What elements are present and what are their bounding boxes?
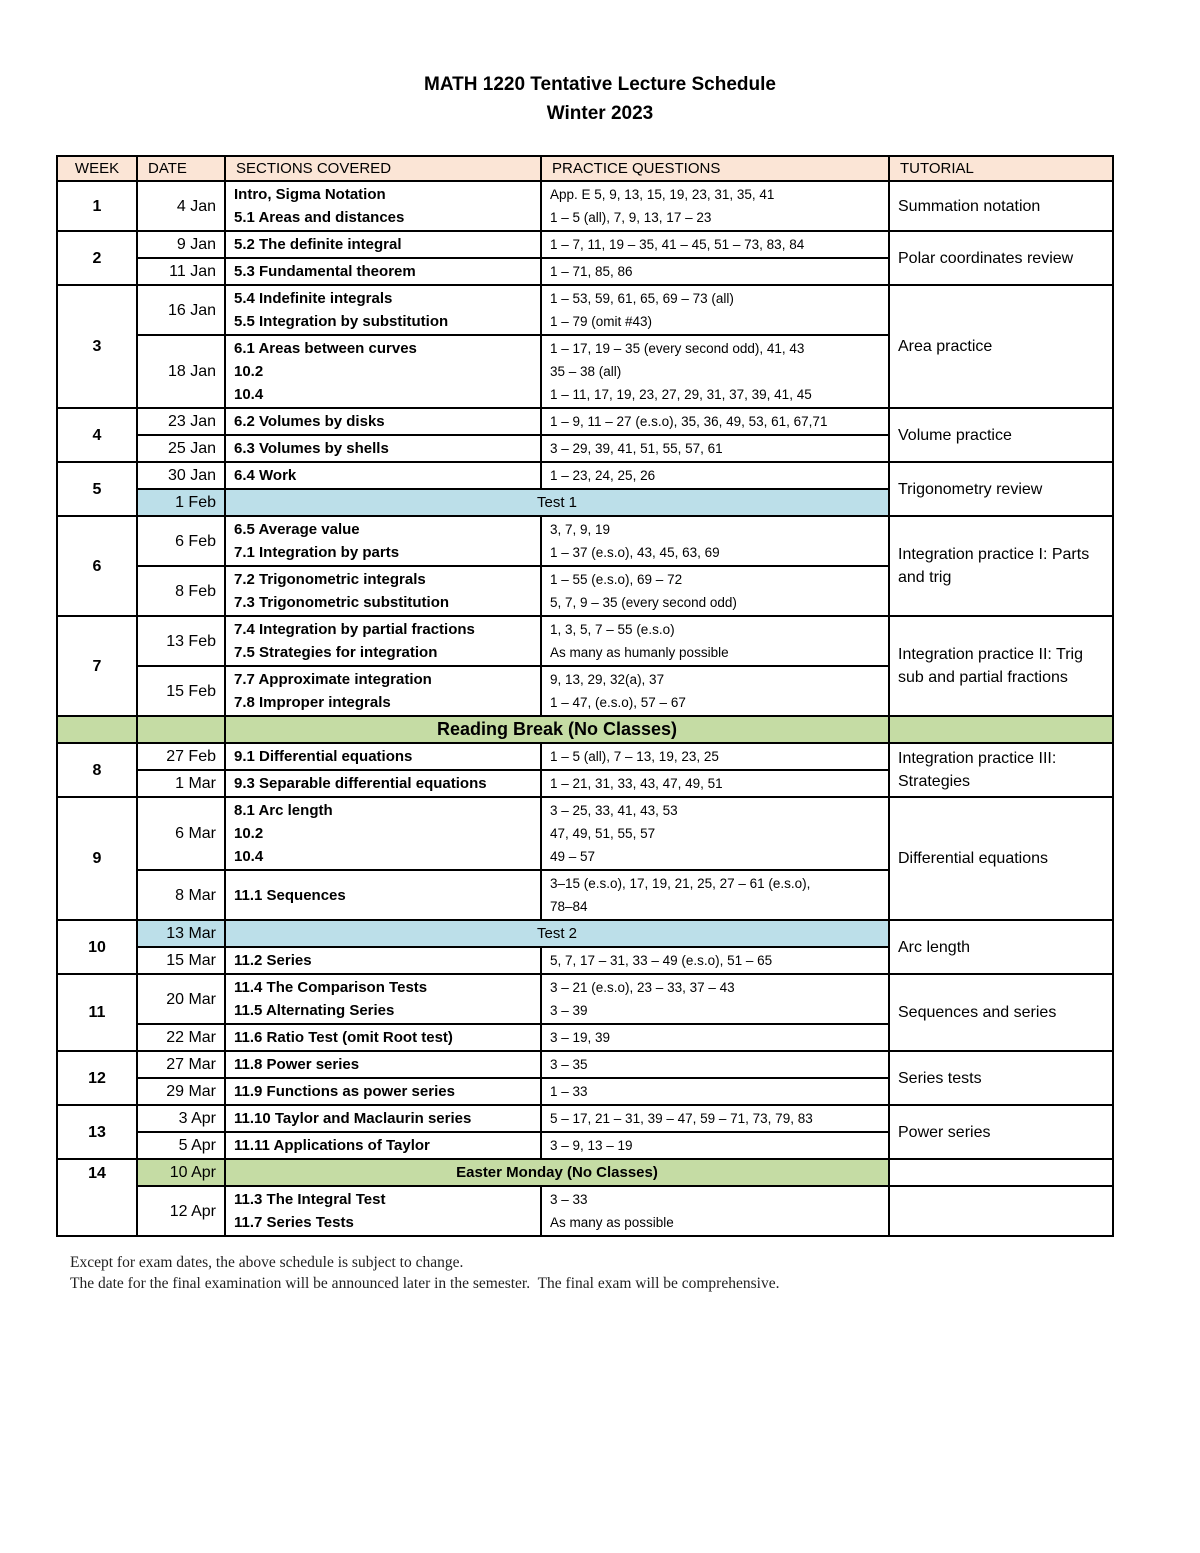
section-line: 7.4 Integration by partial fractions xyxy=(234,621,475,638)
date-cell: 11 Jan xyxy=(137,258,225,285)
week-number: 14 xyxy=(57,1159,137,1236)
break-tutorial-cell xyxy=(889,716,1113,743)
section-line: 10.2 xyxy=(234,825,264,842)
date-cell: 29 Mar xyxy=(137,1078,225,1105)
table-row xyxy=(57,1105,1113,1132)
header-sections: SECTIONS COVERED xyxy=(225,156,541,181)
date-cell: 27 Mar xyxy=(137,1051,225,1078)
tutorial-cell xyxy=(889,1159,1113,1186)
practice-cell: 1 – 9, 11 – 27 (e.s.o), 35, 36, 49, 53, 61, 67,71 xyxy=(541,408,889,435)
practice-line: App. E 5, 9, 13, 15, 19, 23, 31, 35, 41 xyxy=(550,187,775,202)
practice-cell: 3 – 35 xyxy=(541,1051,889,1078)
table-row xyxy=(57,285,1113,335)
week-number: 6 xyxy=(57,516,137,616)
sections-cell: 11.2 Series xyxy=(225,947,541,974)
tutorial-cell: Volume practice xyxy=(889,408,1113,462)
table-row xyxy=(57,974,1113,1024)
tutorial-cell: Power series xyxy=(889,1105,1113,1159)
practice-line: 35 – 38 (all) xyxy=(550,364,622,379)
section-line: 7.1 Integration by parts xyxy=(234,544,400,561)
tutorial-cell: Integration practice I: Parts and trig xyxy=(889,516,1113,616)
footer-line: Except for exam dates, the above schedule is subject to change. xyxy=(70,1254,464,1271)
header-week: WEEK xyxy=(57,156,137,181)
tutorial-cell: Area practice xyxy=(889,285,1113,408)
table-row xyxy=(57,743,1113,770)
practice-cell: 1 – 33 xyxy=(541,1078,889,1105)
practice-line: 5, 7, 9 – 35 (every second odd) xyxy=(550,595,737,610)
tutorial-cell: Series tests xyxy=(889,1051,1113,1105)
sections-cell xyxy=(225,181,541,231)
sections-cell: 11.1 Sequences xyxy=(225,870,541,920)
practice-cell xyxy=(541,285,889,335)
test-event-cell: Test 2 xyxy=(225,920,889,947)
practice-line: As many as possible xyxy=(550,1215,674,1230)
practice-cell xyxy=(541,1186,889,1236)
date-cell: 20 Mar xyxy=(137,974,225,1024)
practice-line: 3 – 33 xyxy=(550,1192,588,1207)
practice-line: 1 – 17, 19 – 35 (every second odd), 41, 43 xyxy=(550,341,805,356)
table-row xyxy=(57,920,1113,947)
section-line: 10.4 xyxy=(234,848,264,865)
header-date: DATE xyxy=(137,156,225,181)
practice-cell: 3 – 9, 13 – 19 xyxy=(541,1132,889,1159)
practice-cell: 3 – 19, 39 xyxy=(541,1024,889,1051)
section-line: 7.8 Improper integrals xyxy=(234,694,391,711)
tutorial-cell: Integration practice II: Trig sub and partial fractions xyxy=(889,616,1113,716)
week-number: 7 xyxy=(57,616,137,716)
practice-line: 1 – 5 (all), 7, 9, 13, 17 – 23 xyxy=(550,210,712,225)
date-cell: 15 Mar xyxy=(137,947,225,974)
date-cell: 9 Jan xyxy=(137,231,225,258)
section-line: 7.7 Approximate integration xyxy=(234,671,432,688)
week-number: 13 xyxy=(57,1105,137,1159)
practice-cell xyxy=(541,181,889,231)
practice-cell: 5 – 17, 21 – 31, 39 – 47, 59 – 71, 73, 79, 83 xyxy=(541,1105,889,1132)
practice-cell xyxy=(541,666,889,716)
table-row xyxy=(57,1051,1113,1078)
date-cell: 3 Apr xyxy=(137,1105,225,1132)
practice-line: 49 – 57 xyxy=(550,849,596,864)
sections-cell: 9.3 Separable differential equations xyxy=(225,770,541,797)
week-number: 2 xyxy=(57,231,137,285)
week-number: 3 xyxy=(57,285,137,408)
break-week-cell xyxy=(57,716,137,743)
section-line: 11.4 The Comparison Tests xyxy=(234,979,428,996)
practice-line: 1 – 47, (e.s.o), 57 – 67 xyxy=(550,695,686,710)
practice-line: 3–15 (e.s.o), 17, 19, 21, 25, 27 – 61 (e.s.o), xyxy=(550,876,811,891)
footer-notes xyxy=(70,1252,779,1294)
tutorial-cell: Arc length xyxy=(889,920,1113,974)
sections-cell: 5.3 Fundamental theorem xyxy=(225,258,541,285)
sections-cell: 11.10 Taylor and Maclaurin series xyxy=(225,1105,541,1132)
holiday-event-cell: Easter Monday (No Classes) xyxy=(225,1159,889,1186)
tutorial-cell: Sequences and series xyxy=(889,974,1113,1051)
tutorial-cell: Differential equations xyxy=(889,797,1113,920)
week-number: 11 xyxy=(57,974,137,1051)
practice-line: 1 – 79 (omit #43) xyxy=(550,314,653,329)
date-cell: 27 Feb xyxy=(137,743,225,770)
sections-cell: 6.2 Volumes by disks xyxy=(225,408,541,435)
section-line: Intro, Sigma Notation xyxy=(234,186,386,203)
reading-break-label: Reading Break (No Classes) xyxy=(225,716,889,743)
sections-cell xyxy=(225,974,541,1024)
section-line: 8.1 Arc length xyxy=(234,802,333,819)
table-row xyxy=(57,516,1113,566)
practice-line: 3 – 39 xyxy=(550,1003,588,1018)
header-practice: PRACTICE QUESTIONS xyxy=(541,156,889,181)
tutorial-cell: Summation notation xyxy=(889,181,1113,231)
sections-cell: 6.3 Volumes by shells xyxy=(225,435,541,462)
practice-cell: 1 – 7, 11, 19 – 35, 41 – 45, 51 – 73, 83, 84 xyxy=(541,231,889,258)
practice-cell: 1 – 21, 31, 33, 43, 47, 49, 51 xyxy=(541,770,889,797)
date-cell: 1 Feb xyxy=(137,489,225,516)
date-cell: 10 Apr xyxy=(137,1159,225,1186)
sections-cell: 11.8 Power series xyxy=(225,1051,541,1078)
date-cell: 13 Feb xyxy=(137,616,225,666)
tutorial-cell: Trigonometry review xyxy=(889,462,1113,516)
section-line: 11.7 Series Tests xyxy=(234,1214,354,1231)
table-row xyxy=(57,181,1113,231)
week-number: 10 xyxy=(57,920,137,974)
table-row xyxy=(57,462,1113,489)
sections-cell xyxy=(225,566,541,616)
week-number: 9 xyxy=(57,797,137,920)
footer-line: The date for the final examination will be announced later in the semester. The final exam will be comprehensive. xyxy=(70,1275,780,1292)
sections-cell xyxy=(225,1186,541,1236)
section-line: 10.4 xyxy=(234,386,264,403)
practice-cell: 1 – 5 (all), 7 – 13, 19, 23, 25 xyxy=(541,743,889,770)
sections-cell xyxy=(225,797,541,870)
week-number: 5 xyxy=(57,462,137,516)
section-line: 11.5 Alternating Series xyxy=(234,1002,395,1019)
section-line: 10.2 xyxy=(234,363,264,380)
tutorial-cell xyxy=(889,1186,1113,1236)
sections-cell: 9.1 Differential equations xyxy=(225,743,541,770)
sections-cell: 11.11 Applications of Taylor xyxy=(225,1132,541,1159)
practice-line: 78–84 xyxy=(550,899,588,914)
sections-cell xyxy=(225,335,541,408)
practice-line: 3 – 21 (e.s.o), 23 – 33, 37 – 43 xyxy=(550,980,735,995)
section-line: 5.1 Areas and distances xyxy=(234,209,405,226)
sections-cell xyxy=(225,616,541,666)
practice-line: 47, 49, 51, 55, 57 xyxy=(550,826,656,841)
table-row xyxy=(57,231,1113,258)
sections-cell xyxy=(225,516,541,566)
section-line: 5.5 Integration by substitution xyxy=(234,313,449,330)
sections-cell: 5.2 The definite integral xyxy=(225,231,541,258)
table-row xyxy=(57,616,1113,666)
header-tutorial: TUTORIAL xyxy=(889,156,1113,181)
week-number: 4 xyxy=(57,408,137,462)
date-cell: 12 Apr xyxy=(137,1186,225,1236)
break-date-cell xyxy=(137,716,225,743)
date-cell: 6 Feb xyxy=(137,516,225,566)
practice-cell: 1 – 23, 24, 25, 26 xyxy=(541,462,889,489)
date-cell: 23 Jan xyxy=(137,408,225,435)
date-cell: 5 Apr xyxy=(137,1132,225,1159)
sections-cell xyxy=(225,666,541,716)
section-line: 7.5 Strategies for integration xyxy=(234,644,438,661)
practice-line: As many as humanly possible xyxy=(550,645,729,660)
reading-break-row xyxy=(57,716,1113,743)
week-number: 8 xyxy=(57,743,137,797)
practice-line: 1 – 37 (e.s.o), 43, 45, 63, 69 xyxy=(550,545,720,560)
table-row xyxy=(57,1159,1113,1186)
practice-line: 3, 7, 9, 19 xyxy=(550,522,611,537)
table-row xyxy=(57,797,1113,870)
date-cell: 15 Feb xyxy=(137,666,225,716)
date-cell: 16 Jan xyxy=(137,285,225,335)
date-cell: 6 Mar xyxy=(137,797,225,870)
page-subtitle: Winter 2023 xyxy=(546,103,654,124)
header-row xyxy=(57,156,1113,181)
test-event-cell: Test 1 xyxy=(225,489,889,516)
tutorial-cell: Integration practice III: Strategies xyxy=(889,743,1113,797)
practice-cell xyxy=(541,516,889,566)
practice-line: 9, 13, 29, 32(a), 37 xyxy=(550,672,665,687)
practice-cell xyxy=(541,797,889,870)
section-line: 6.5 Average value xyxy=(234,521,360,538)
sections-cell: 11.9 Functions as power series xyxy=(225,1078,541,1105)
table-row xyxy=(57,408,1113,435)
week-number: 1 xyxy=(57,181,137,231)
practice-cell xyxy=(541,616,889,666)
date-cell: 1 Mar xyxy=(137,770,225,797)
section-line: 6.1 Areas between curves xyxy=(234,340,417,357)
week-number: 12 xyxy=(57,1051,137,1105)
sections-cell xyxy=(225,285,541,335)
practice-cell: 5, 7, 17 – 31, 33 – 49 (e.s.o), 51 – 65 xyxy=(541,947,889,974)
section-line: 7.2 Trigonometric integrals xyxy=(234,571,426,588)
section-line: 7.3 Trigonometric substitution xyxy=(234,594,450,611)
practice-line: 1 – 11, 17, 19, 23, 27, 29, 31, 37, 39, 41, 45 xyxy=(550,387,812,402)
date-cell: 13 Mar xyxy=(137,920,225,947)
sections-cell: 11.6 Ratio Test (omit Root test) xyxy=(225,1024,541,1051)
date-cell: 8 Mar xyxy=(137,870,225,920)
date-cell: 18 Jan xyxy=(137,335,225,408)
date-cell: 22 Mar xyxy=(137,1024,225,1051)
section-line: 5.4 Indefinite integrals xyxy=(234,290,393,307)
practice-cell xyxy=(541,566,889,616)
table-row xyxy=(57,1186,1113,1236)
sections-cell: 6.4 Work xyxy=(225,462,541,489)
practice-line: 1, 3, 5, 7 – 55 (e.s.o) xyxy=(550,622,675,637)
date-cell: 8 Feb xyxy=(137,566,225,616)
practice-cell xyxy=(541,974,889,1024)
schedule-table xyxy=(56,155,1114,1237)
practice-cell: 1 – 71, 85, 86 xyxy=(541,258,889,285)
practice-cell: 3 – 29, 39, 41, 51, 55, 57, 61 xyxy=(541,435,889,462)
date-cell: 30 Jan xyxy=(137,462,225,489)
practice-cell xyxy=(541,335,889,408)
practice-line: 1 – 55 (e.s.o), 69 – 72 xyxy=(550,572,683,587)
date-cell: 4 Jan xyxy=(137,181,225,231)
date-cell: 25 Jan xyxy=(137,435,225,462)
section-line: 11.3 The Integral Test xyxy=(234,1191,386,1208)
practice-line: 3 – 25, 33, 41, 43, 53 xyxy=(550,803,678,818)
practice-cell xyxy=(541,870,889,920)
page-title: MATH 1220 Tentative Lecture Schedule xyxy=(424,74,776,95)
tutorial-cell: Polar coordinates review xyxy=(889,231,1113,285)
practice-line: 1 – 53, 59, 61, 65, 69 – 73 (all) xyxy=(550,291,734,306)
